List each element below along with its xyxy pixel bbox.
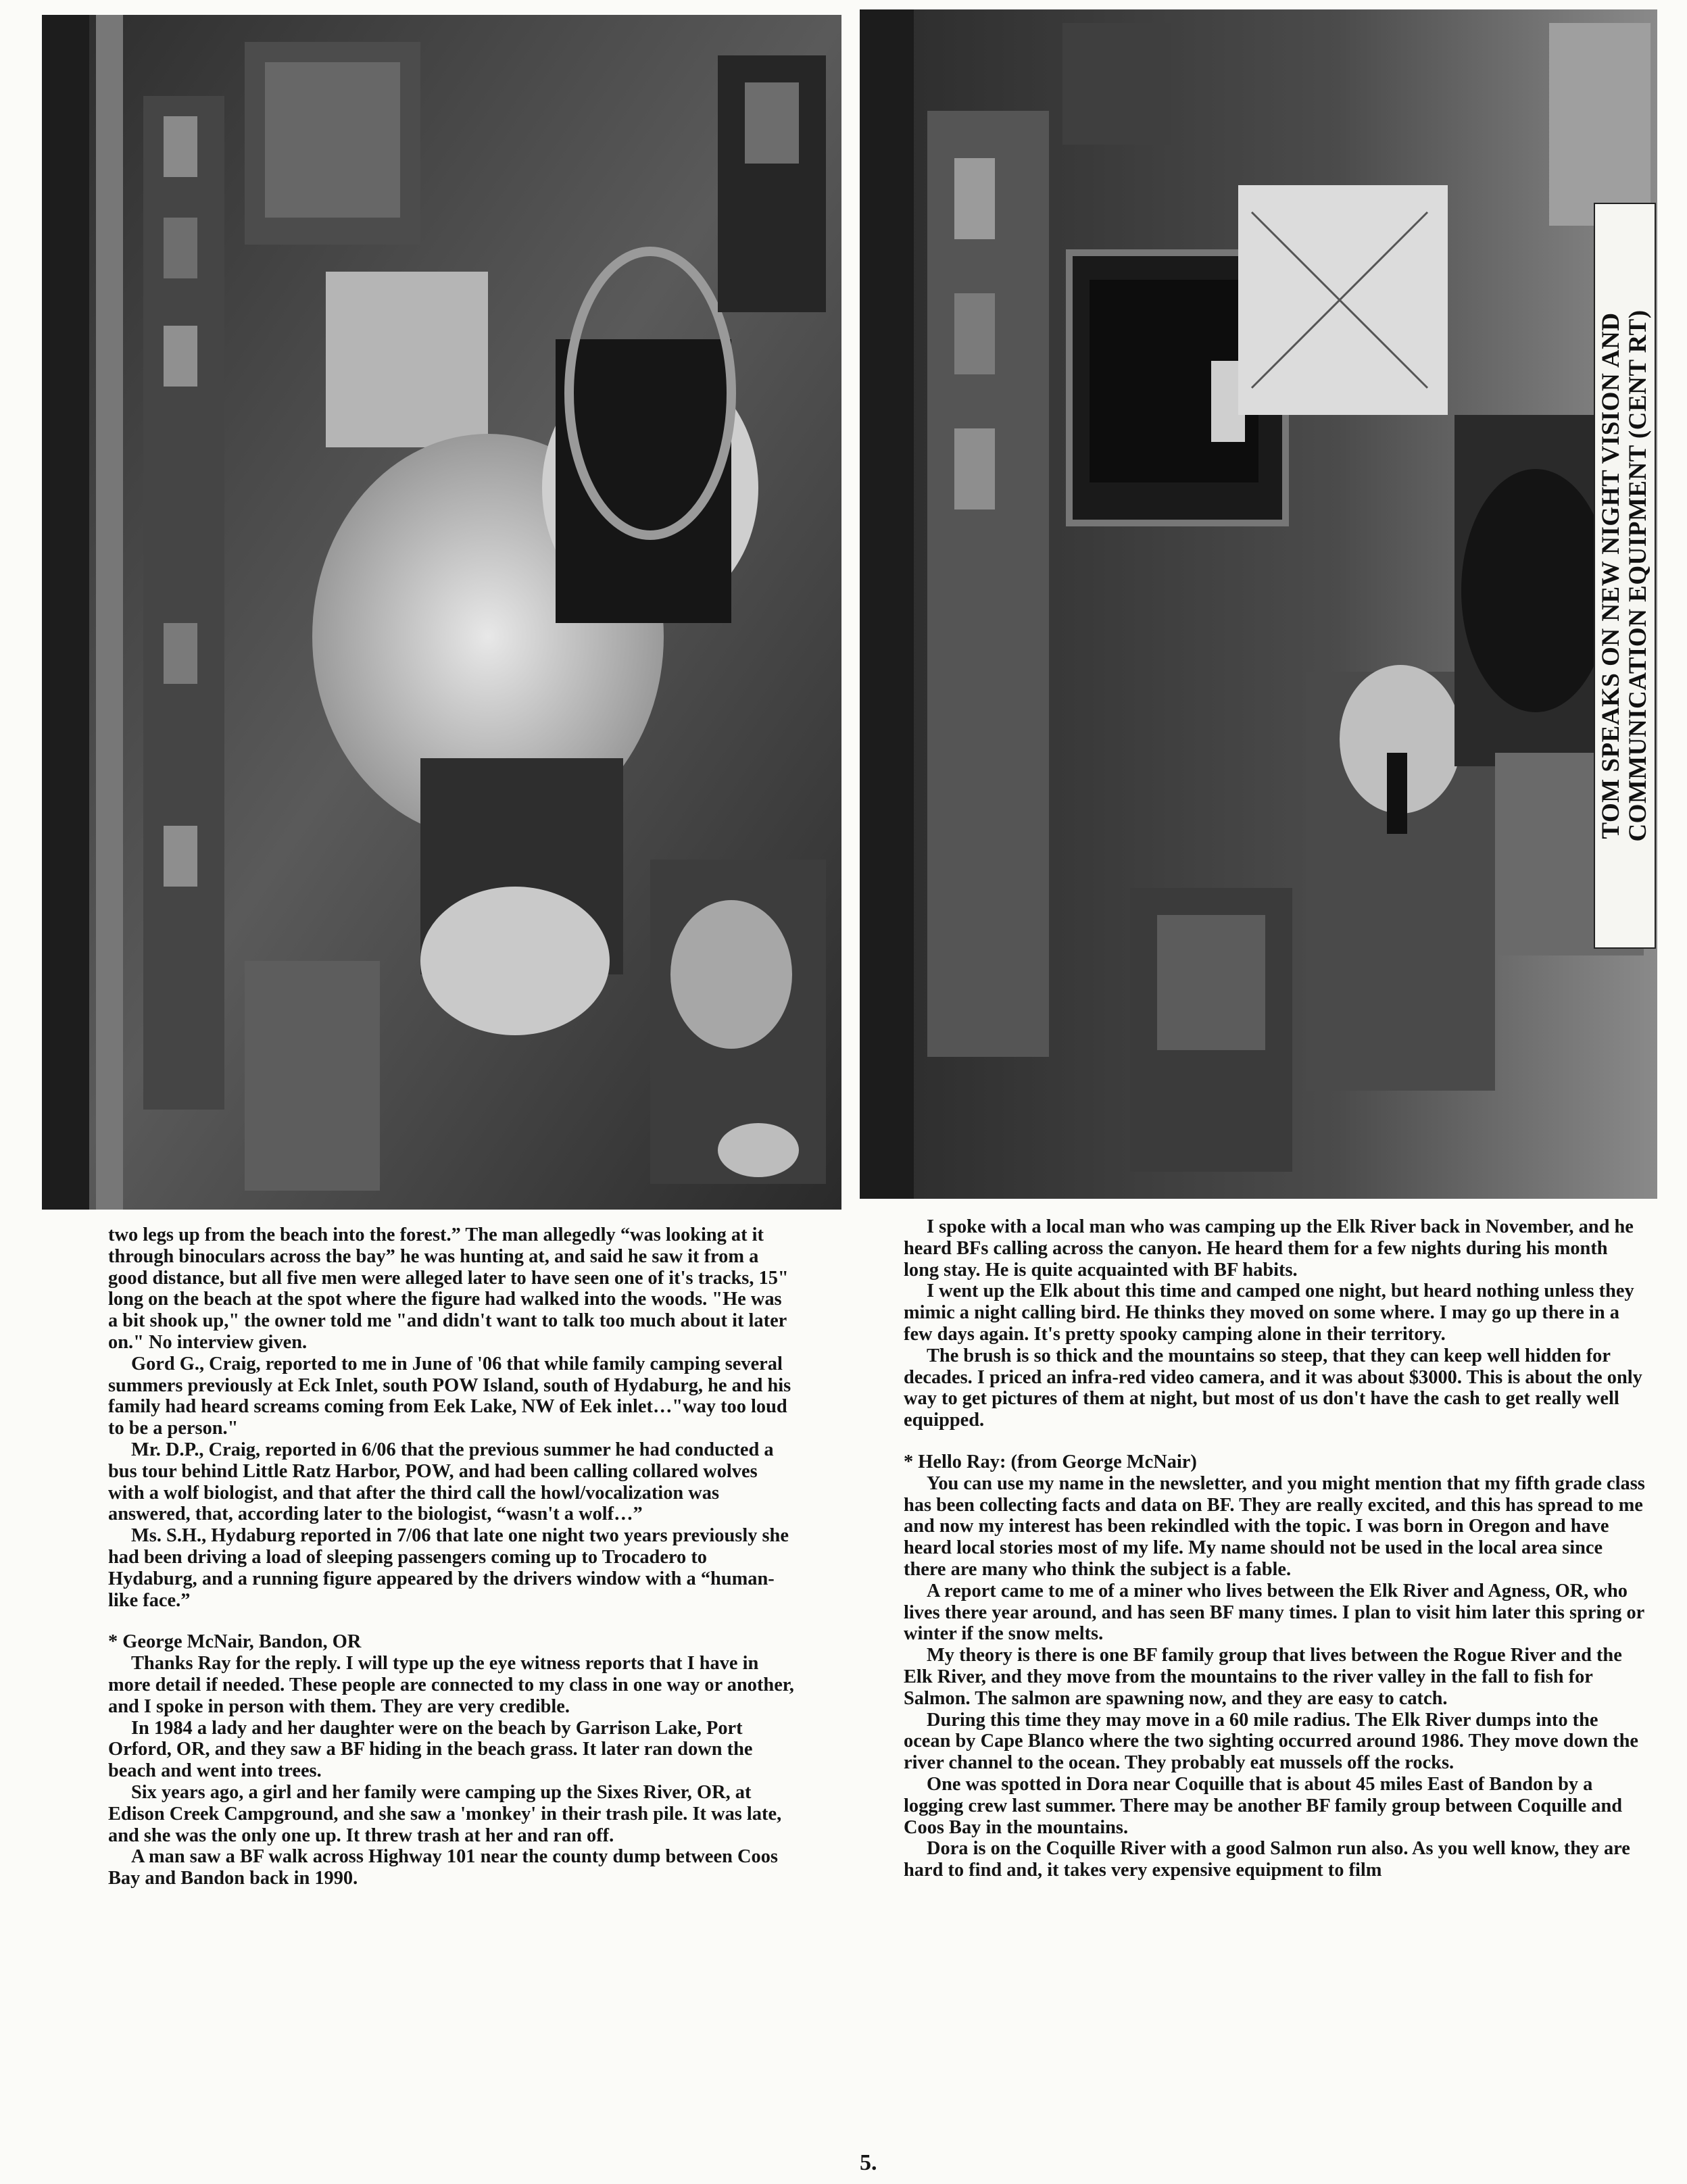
paragraph: During this time they may move in a 60 mile radius. The Elk River dumps into the ocean by Cape Blanco where the two sighting occurred around 1986. They move down the river channel to the ocean. They probably eat mussels off the rocks.: [904, 1709, 1639, 1774]
photo-speaker-image: [860, 9, 1657, 1199]
photo-caption-box: [1594, 203, 1656, 949]
photo-audience-image: [42, 15, 841, 1210]
paragraph: Six years ago, a girl and her family were camping up the Sixes River, OR, at Edison Creek Campground, and she saw a 'monkey' in their trash pile. It was late, and she was the only one up. It threw trash at her and ran off.: [108, 1781, 782, 1846]
letter-heading: * George McNair, Bandon, OR: [108, 1631, 362, 1653]
left-text-column: [108, 1224, 794, 1889]
caption-line-1: TOM SPEAKS ON NEW NIGHT VISION AND: [1597, 312, 1625, 839]
photo-caption: [1598, 207, 1652, 944]
paragraph: In 1984 a lady and her daughter were on the beach by Garrison Lake, Port Orford, OR, and they saw a BF hiding in the beach grass. It later ran down the beach and went into trees.: [108, 1717, 753, 1782]
paragraph: I spoke with a local man who was camping up the Elk River back in November, and he heard BFs calling across the canyon. He heard them for a few nights during his month long stay. He is quite acquainted with BF habits.: [904, 1216, 1634, 1281]
paragraph: Thanks Ray for the reply. I will type up the eye witness reports that I have in more detail if needed. These people are connected to my class in one way or another, and I spoke in person with them. They are very credible.: [108, 1653, 794, 1717]
paragraph: A man saw a BF walk across Highway 101 near the county dump between Coos Bay and Bandon back in 1990.: [108, 1846, 778, 1889]
paragraph: I went up the Elk about this time and camped one night, but heard nothing unless they mimic a night calling bird. He thinks they moved on some where. I may go up there in a few days again. It's pretty spooky camping alone in their territory.: [904, 1281, 1634, 1345]
paragraph: two legs up from the beach into the forest.” The man allegedly “was looking at it through binoculars across the bay” he was hunting at, and said he saw it from a good distance, but all five men were alleged later to have seen one of it's tracks, 15" long on the beach at the spot where the figure had walked into the woods. "He was a bit shook up," the owner told me "and didn't want to talk too much about it later on." No interview given.: [108, 1224, 789, 1353]
paragraph: A report came to me of a miner who lives between the Elk River and Agness, OR, who lives there year around, and has seen BF many times. I plan to visit him later this spring or winter if the snow melts.: [904, 1580, 1644, 1645]
photo-audience: [42, 15, 841, 1210]
paragraph: One was spotted in Dora near Coquille that is about 45 miles East of Bandon by a logging crew last summer. There may be another BF family group between Coquille and Coos Bay in the mountains.: [904, 1773, 1623, 1838]
paragraph: Ms. S.H., Hydaburg reported in 7/06 that late one night two years previously she had been driving a load of sleeping passengers coming up to Trocadero to Hydaburg, and a running figure appeared by the drivers window with a “human-like face.”: [108, 1525, 789, 1611]
paragraph: Gord G., Craig, reported to me in June of '06 that while family camping several summers previously at Eck Inlet, south POW Island, south of Hydaburg, he and his family had heard screams coming from Eek Lake, NW of Eek inlet…"way too loud to be a person.": [108, 1353, 791, 1439]
caption-line-2: COMMUNICATION EQUIPMENT (CENT RT): [1624, 309, 1652, 842]
page-number: 5.: [860, 2150, 877, 2175]
paragraph: Dora is on the Coquille River with a good Salmon run also. As you well know, they are hard to find and, it takes very expensive equipment to film: [904, 1838, 1630, 1881]
paragraph: Mr. D.P., Craig, reported in 6/06 that the previous summer he had conducted a bus tour behind Little Ratz Harbor, POW, and had been calling collared wolves with a wolf biologist, and that after the third call the howl/vocalization was answered, that, according later to the biologist, “wasn't a wolf…”: [108, 1439, 774, 1525]
paragraph: The brush is so thick and the mountains so steep, that they can keep well hidden for decades. I priced an infra-red video camera, and it was about $3000. This is about the only way to get pictures of them at night, but most of us don't have the cash to get really well equipped.: [904, 1345, 1642, 1431]
photo-speaker: [860, 9, 1657, 1199]
paragraph: My theory is there is one BF family group that lives between the Rogue River and the Elk River, and they move from the mountains to the river valley in the fall to fish for Salmon. The salmon are spawning now, and they are easy to catch.: [904, 1645, 1622, 1709]
paragraph: You can use my name in the newsletter, and you might mention that my fifth grade class has been collecting facts and data on BF. They are really excited, and this has spread to me and now my interest has been rekindled with the topic. I was born in Oregon and have heard local stories most of my life. My name should not be used in the local area since there are many who think the subject is a fable.: [904, 1472, 1645, 1580]
letter-heading: * Hello Ray: (from George McNair): [904, 1451, 1197, 1472]
right-text-column: [904, 1216, 1647, 1881]
